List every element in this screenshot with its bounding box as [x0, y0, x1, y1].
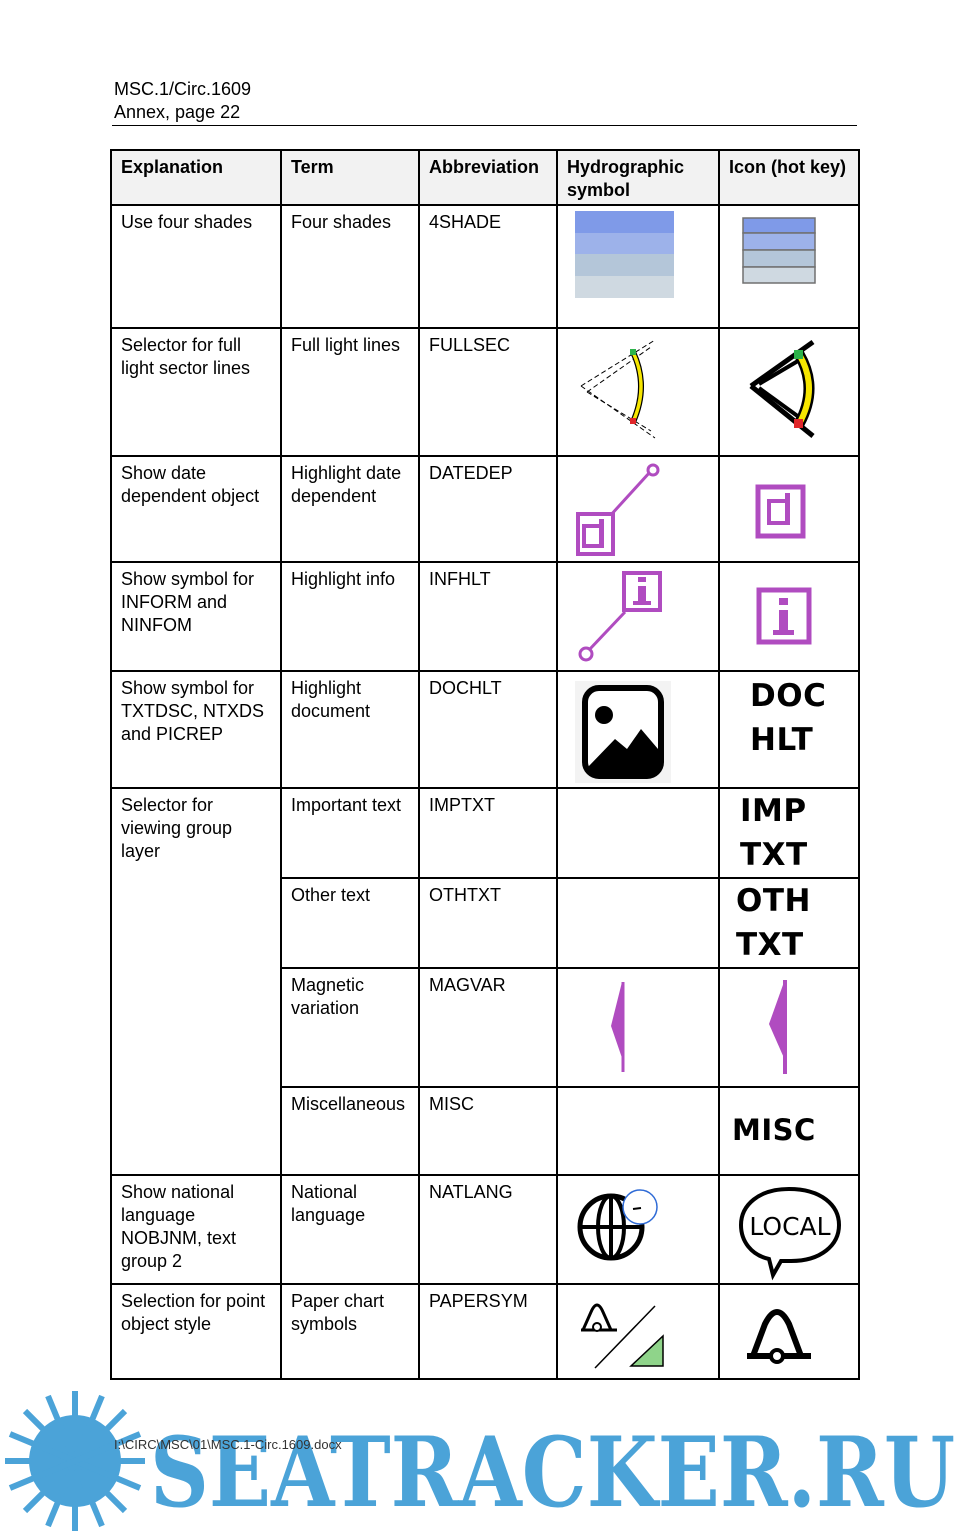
globe-symbol [567, 1181, 727, 1281]
date-dependent-symbol [567, 462, 727, 559]
sun-logo-icon [5, 1391, 145, 1531]
paper-chart-symbol [567, 1290, 727, 1376]
picture-symbol [567, 677, 727, 785]
term-cell: Magnetic variation [281, 968, 419, 1087]
table-row [111, 1284, 859, 1379]
explanation-cell: Show symbol for TXTDSC, NTXDS and PICREP [111, 671, 281, 788]
abbreviation-cell: 4SHADE [419, 205, 557, 328]
abbreviation-cell: MAGVAR [419, 968, 557, 1087]
table-row [111, 205, 859, 328]
page-reference: Annex, page 22 [114, 102, 241, 122]
term-cell: Miscellaneous [281, 1087, 419, 1175]
table-row [111, 456, 859, 562]
table-row [111, 1175, 859, 1284]
abbreviation-cell: INFHLT [419, 562, 557, 671]
bell-icon[interactable] [729, 1290, 867, 1376]
term-cell: Paper chart symbols [281, 1284, 419, 1379]
abbreviation-cell: FULLSEC [419, 328, 557, 456]
document-header [114, 78, 251, 124]
footer-file-path: I:\CIRC\MSC\01\MSC.1-Circ.1609.docx [114, 1437, 342, 1452]
abbreviation-cell: MISC [419, 1087, 557, 1175]
magnetic-variation-symbol [567, 974, 727, 1084]
symbol-cell [557, 456, 719, 562]
abbreviation-cell: DATEDEP [419, 456, 557, 562]
abbreviation-cell: PAPERSYM [419, 1284, 557, 1379]
symbol-cell [557, 671, 719, 788]
light-sector-icon[interactable] [729, 334, 867, 453]
abbreviation-cell: NATLANG [419, 1175, 557, 1284]
info-icon[interactable] [729, 568, 867, 668]
column-header-explanation: Explanation [111, 150, 281, 205]
watermark-text: SEATRACKER.RU [150, 1416, 955, 1529]
abbreviation-cell: DOCHLT [419, 671, 557, 788]
icon-cell[interactable] [719, 205, 859, 328]
table-header-row [111, 150, 859, 205]
icon-cell[interactable] [719, 878, 859, 968]
header-rule [112, 125, 857, 126]
explanation-cell: Selector for viewing group layer [111, 788, 281, 1175]
symbol-cell [557, 788, 719, 878]
four-shades-symbol [567, 211, 727, 325]
symbol-cell [557, 1284, 719, 1379]
annex-table [110, 149, 860, 1380]
column-header-abbreviation: Abbreviation [419, 150, 557, 205]
table-row [111, 562, 859, 671]
watermark [0, 1386, 968, 1532]
abbreviation-cell: OTHTXT [419, 878, 557, 968]
light-sector-symbol [567, 334, 727, 453]
column-header-term: Term [281, 150, 419, 205]
info-symbol [567, 568, 727, 668]
abbreviation-cell: IMPTXT [419, 788, 557, 878]
term-cell: Highlight document [281, 671, 419, 788]
term-cell: Full light lines [281, 328, 419, 456]
explanation-cell: Selector for full light sector lines [111, 328, 281, 456]
icon-cell[interactable] [719, 968, 859, 1087]
term-cell: Highlight date dependent [281, 456, 419, 562]
explanation-cell: Show national language NOBJNM, text group 2 [111, 1175, 281, 1284]
four-shades-icon[interactable] [729, 211, 867, 325]
symbol-cell [557, 328, 719, 456]
explanation-cell: Show symbol for INFORM and NINFOM [111, 562, 281, 671]
icon-cell[interactable] [719, 1175, 859, 1284]
symbol-cell [557, 1175, 719, 1284]
term-cell: National language [281, 1175, 419, 1284]
symbol-cell [557, 205, 719, 328]
icon-cell[interactable] [719, 456, 859, 562]
misc-text-icon[interactable]: MISC [732, 1113, 816, 1147]
local-label: LOCAL [749, 1212, 831, 1241]
term-cell: Important text [281, 788, 419, 878]
imp-txt-text-icon[interactable]: IMP TXT [740, 793, 808, 873]
explanation-cell: Selection for point object style [111, 1284, 281, 1379]
term-cell: Highlight info [281, 562, 419, 671]
symbol-cell [557, 968, 719, 1087]
doc-reference: MSC.1/Circ.1609 [114, 79, 252, 99]
column-header-icon: Icon (hot key) [719, 150, 859, 205]
icon-cell[interactable] [719, 1284, 859, 1379]
speech-bubble-icon[interactable] [729, 1181, 867, 1281]
icon-cell[interactable] [719, 328, 859, 456]
table-row [111, 788, 859, 878]
term-cell: Other text [281, 878, 419, 968]
term-cell: Four shades [281, 205, 419, 328]
icon-cell[interactable] [719, 1087, 859, 1175]
table-row [111, 328, 859, 456]
icon-cell[interactable] [719, 671, 859, 788]
doc-hlt-text-icon[interactable]: DOC HLT [750, 678, 827, 758]
symbol-cell [557, 1087, 719, 1175]
explanation-cell: Show date dependent object [111, 456, 281, 562]
icon-cell[interactable] [719, 788, 859, 878]
table-row [111, 671, 859, 788]
symbol-cell [557, 562, 719, 671]
explanation-cell: Use four shades [111, 205, 281, 328]
date-dependent-icon[interactable] [729, 462, 867, 559]
icon-cell[interactable] [719, 562, 859, 671]
magnetic-variation-icon[interactable] [729, 974, 867, 1084]
oth-txt-text-icon[interactable]: OTH TXT [736, 883, 811, 963]
column-header-symbol: Hydrographic symbol [557, 150, 719, 205]
symbol-cell [557, 878, 719, 968]
